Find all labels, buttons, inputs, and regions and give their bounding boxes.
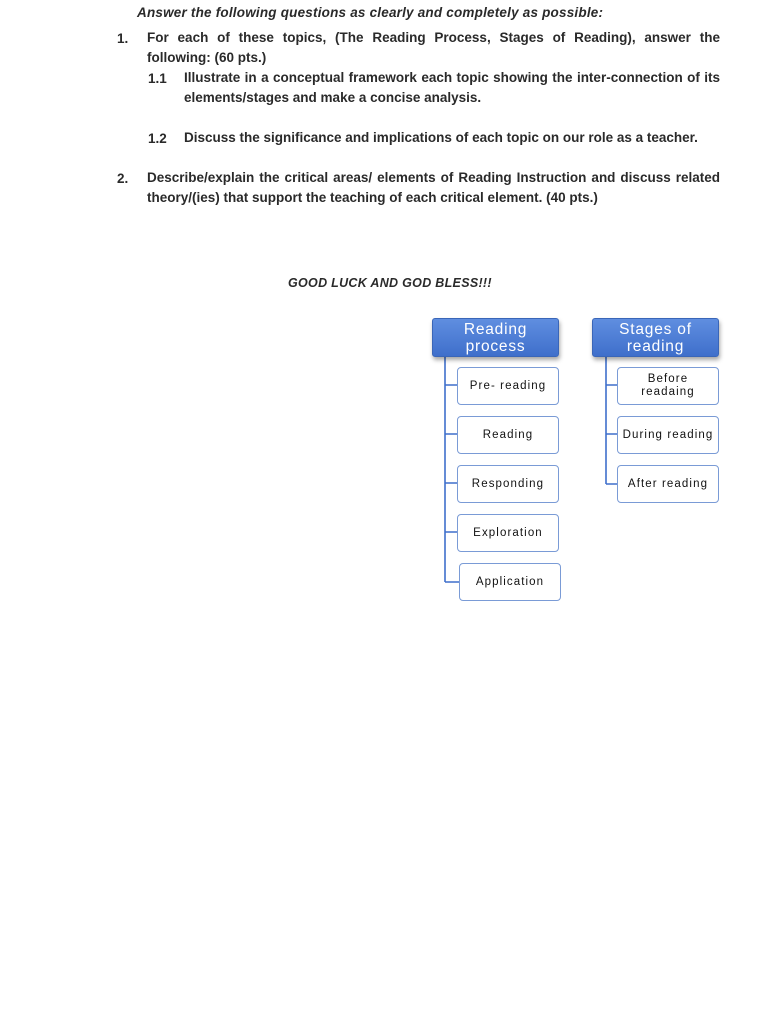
question-1-text: For each of these topics, (The Reading Process, Stages of Reading), answer the following: (60 pts.)	[147, 30, 720, 65]
question-2-number: 2.	[117, 171, 129, 186]
reading-process-connector	[445, 357, 459, 582]
reading-process-item-reading: Reading	[457, 416, 559, 454]
reading-process-item-application: Application	[459, 563, 561, 601]
reading-process-item-exploration: Exploration	[457, 514, 559, 552]
instruction-heading: Answer the following questions as clearly and completely as possible:	[137, 5, 604, 20]
question-2-text: Describe/explain the critical areas/ elements of Reading Instruction and discuss related theory/(ies) that support the teaching of each critical element. (40 pts.)	[147, 170, 720, 205]
reading-process-item-responding: Responding	[457, 465, 559, 503]
stages-item-before-reading: Before readaing	[617, 367, 719, 405]
assignment-instructions	[0, 0, 768, 300]
question-1-1-number: 1.1	[148, 71, 167, 86]
question-1-2-text: Discuss the significance and implications of each topic on our role as a teacher.	[184, 130, 698, 145]
stages-item-after-reading: After reading	[617, 465, 719, 503]
stages-item-during-reading: During reading	[617, 416, 719, 454]
stages-of-reading-header: Stages of reading	[592, 318, 719, 357]
question-1-number: 1.	[117, 31, 129, 46]
stages-of-reading-connector	[606, 357, 617, 484]
question-1-1-text: Illustrate in a conceptual framework each topic showing the inter-connection of its elements/stages and make a concise analysis.	[184, 70, 720, 105]
reading-process-item-pre-reading: Pre- reading	[457, 367, 559, 405]
question-1-2-number: 1.2	[148, 131, 167, 146]
reading-process-header: Reading process	[432, 318, 559, 357]
closing-message: GOOD LUCK AND GOD BLESS!!!	[288, 276, 492, 290]
